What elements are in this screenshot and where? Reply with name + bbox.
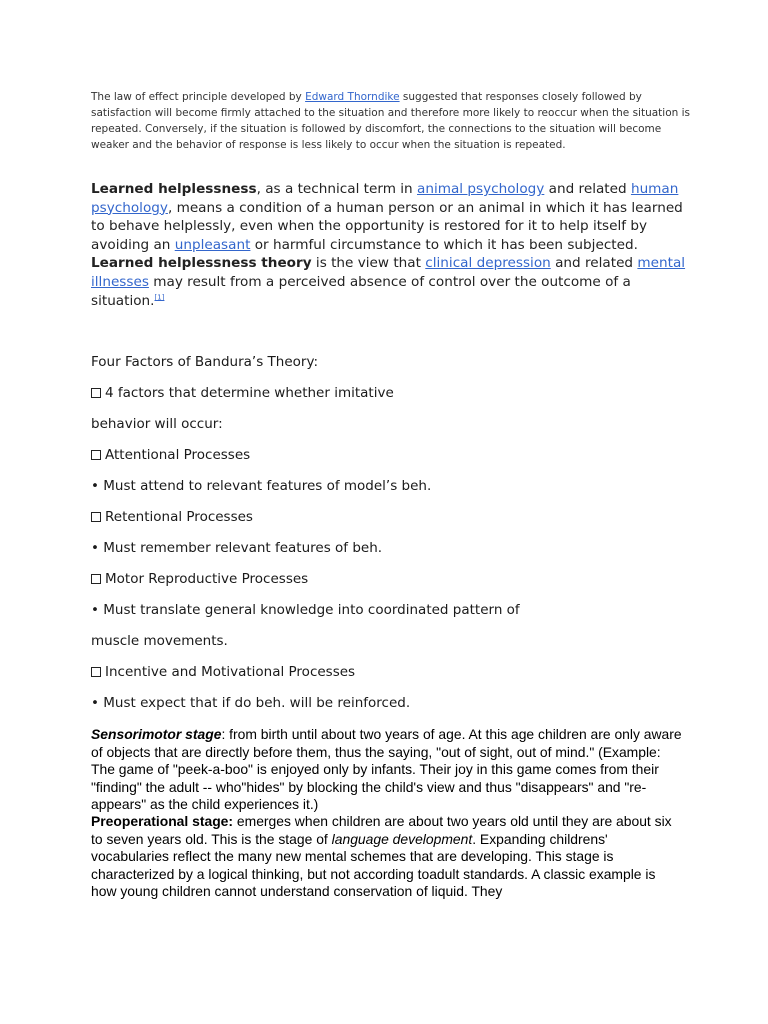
lh-text-7: may result from a perceived absence of control over the outcome of a situation. [91, 273, 631, 309]
preoperational-paragraph [91, 813, 683, 901]
bandura-line: • Must attend to relevant features of model’s beh. [91, 478, 432, 494]
checkbox-glyph [91, 574, 101, 584]
lh-text-6: and related [550, 255, 638, 272]
bandura-line: • Must translate general knowledge into coordinated pattern of [91, 602, 520, 618]
edward-thorndike-link[interactable]: Edward Thorndike [305, 91, 400, 103]
bandura-line: • Must remember relevant features of beh. [91, 540, 383, 556]
sensorimotor-paragraph [91, 726, 683, 814]
bandura-line [91, 384, 711, 402]
preop-text-2: . Expanding childrens' vocabularies reflect the many new mental schemes that are developing. This stage is characterized by a logical thinking, but not according toadult standards. A classic example is how young children cannot understand conservation of liquid. They [91, 830, 656, 900]
mental-illnesses-link[interactable]: mental illnesses [91, 255, 686, 290]
law-of-effect-paragraph [91, 89, 691, 153]
bandura-line-text: 4 factors that determine whether imitative [105, 385, 394, 401]
bandura-line: behavior will occur: [91, 416, 223, 432]
bandura-line-text: Incentive and Motivational Processes [105, 664, 356, 680]
citation-link[interactable]: [1] [154, 293, 165, 302]
lh-text-3: , means a condition of a human person or an animal in which it has learned to behave helplessly, even when the opportunity is restored for it to help itself by avoiding an [91, 199, 683, 253]
bandura-line-text: Motor Reproductive Processes [105, 571, 309, 587]
sensorimotor-text: : from birth until about two years of age. At this age children are only aware of objects that are directly before them, thus the saying, "out of sight, out of mind." (Example: The game of "peek-a-boo" is enjoyed only by infants. Their joy in this game comes from their "finding" the adult -- who"hides" by blocking the child's view and thus "disappears" and "re-appears" as the child experiences it.) [91, 726, 682, 813]
bandura-line [91, 663, 711, 681]
law-text-after: suggested that responses closely followed by satisfaction will become firmly attached to the situation and therefore more likely to reoccur when the situation is repeated. Conversely, if the situation is followed by discomfort, the connections to the situation will become weaker and the behavior of response is less likely to occur when the situation is repeated. [91, 91, 690, 151]
animal-psychology-link[interactable]: animal psychology [417, 181, 545, 197]
bandura-line [91, 570, 711, 588]
bandura-line [91, 508, 711, 526]
sensorimotor-label: Sensorimotor stage [91, 726, 222, 742]
checkbox-glyph [91, 388, 101, 398]
learned-helplessness-theory-term: Learned helplessness theory [91, 255, 312, 272]
law-text-before: The law of effect principle developed by [91, 91, 306, 103]
checkbox-glyph [91, 512, 101, 522]
bandura-line: • Must expect that if do beh. will be reinforced. [91, 695, 411, 711]
bandura-line: muscle movements. [91, 633, 228, 649]
learned-helplessness-paragraph [91, 180, 691, 310]
lh-text-1: , as a technical term in [256, 181, 417, 197]
checkbox-glyph [91, 450, 101, 460]
bandura-line-text: Attentional Processes [105, 447, 251, 463]
learned-helplessness-term: Learned helplessness [91, 181, 257, 197]
bandura-line [91, 446, 711, 464]
lh-text-5: is the view that [311, 255, 426, 272]
checkbox-glyph [91, 667, 101, 677]
preoperational-label: Preoperational stage: [91, 813, 234, 829]
unpleasant-link[interactable]: unpleasant [174, 236, 251, 253]
lh-text-4: or harmful circumstance to which it has been subjected. [250, 236, 638, 253]
preop-text-1: emerges when children are about two years old until they are about six to seven years old. This is the stage of [91, 813, 672, 847]
clinical-depression-link[interactable]: clinical depression [425, 255, 551, 272]
bandura-heading: Four Factors of Bandura’s Theory: [91, 354, 319, 370]
human-psychology-link[interactable]: human psychology [91, 181, 679, 216]
preop-italic: language development [331, 830, 473, 847]
lh-text-2: and related [544, 181, 631, 197]
bandura-line-text: Retentional Processes [105, 509, 253, 525]
